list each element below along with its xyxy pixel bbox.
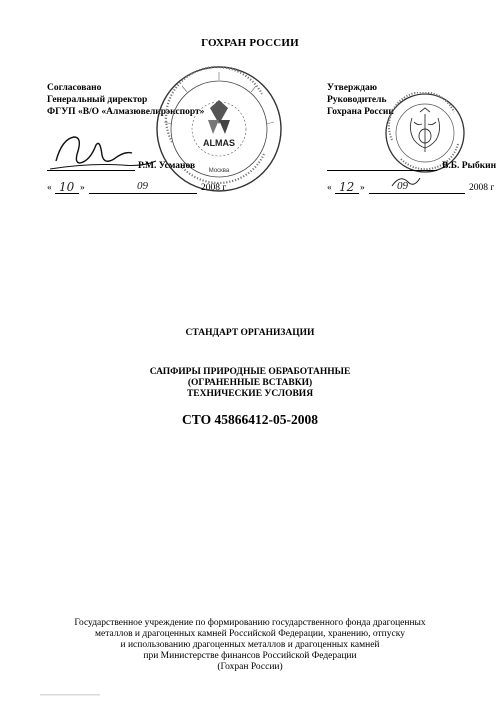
scan-mark [40,693,100,697]
footer-line: Государственное учреждение по формированию государственного фонда драгоценных [74,618,426,628]
footer-line: и использованию драгоценных металлов и драгоценных камней [120,640,380,650]
document-title-line: САПФИРЫ ПРИРОДНЫЕ ОБРАБОТАННЫЕ [149,367,351,377]
approval-left-line: Согласовано [47,83,102,93]
signature-line-right [327,170,437,171]
date-right-month: 09 [397,180,408,192]
document-title-line: (ОГРАНЕННЫЕ ВСТАВКИ) [187,378,313,388]
date-left [47,180,247,197]
approval-right-line: Утверждаю [327,83,377,93]
stamp-city-text: Москва [208,168,230,174]
approval-left-line: Генеральный директор [47,95,148,105]
agency-header: ГОХРАН РОССИИ [201,37,299,49]
date-right [327,180,497,197]
document-type: СТАНДАРТ ОРГАНИЗАЦИИ [185,328,315,338]
date-left-close-quote: » [80,183,85,193]
footer-line: металлов и драгоценных камней Российской Федерации, хранению, отпуску [95,629,405,639]
approval-right-line: Руководитель [327,95,387,105]
document-code: СТО 45866412-05-2008 [182,412,318,427]
document-title-line: ТЕХНИЧЕСКИЕ УСЛОВИЯ [186,389,314,399]
document-title [0,367,500,400]
company-stamp [152,62,286,196]
signature-line-left [47,170,135,171]
approval-right-line: Гохрана России [327,107,394,117]
date-left-month-line [89,193,197,194]
signatory-name-right: В.Б. Рыбкин [442,161,497,171]
date-right-year: 2008 г [469,183,495,193]
stamp-logo-text: ALMAS [203,138,235,148]
date-right-close-quote: » [360,183,365,193]
date-left-open-quote: « [47,183,52,193]
date-right-day: 12 [339,180,355,194]
date-left-year: 2008 г [201,183,227,193]
date-right-open-quote: « [327,183,332,193]
date-left-day: 10 [59,180,75,194]
signatory-name-left: Р.М. Усманов [138,161,196,171]
footer-line: (Гохран России) [217,662,283,672]
approval-left-line: ФГУП «В/О «Алмазювелирэкспорт» [47,107,205,117]
date-left-month: 09 [137,180,148,192]
issuer-footer [0,618,500,673]
footer-line: при Министерстве финансов Российской Федерации [143,651,357,661]
date-right-month-line [369,193,465,194]
